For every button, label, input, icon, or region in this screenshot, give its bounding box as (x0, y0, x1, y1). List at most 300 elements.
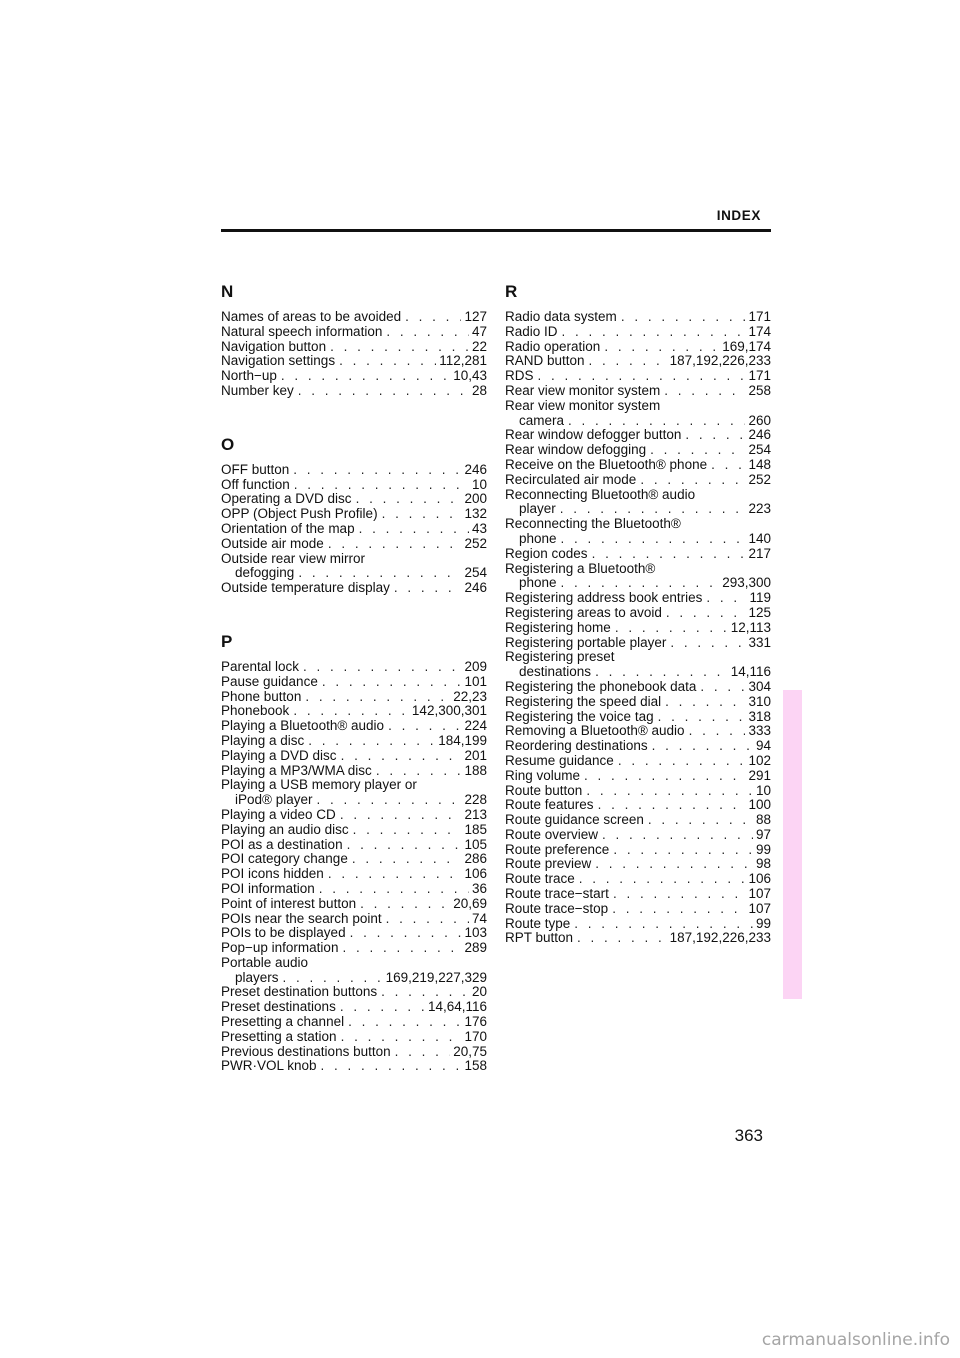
index-entry (505, 931, 771, 946)
dot-leader (562, 325, 746, 340)
index-entry (505, 784, 771, 799)
index-entry-page: 103 (464, 925, 487, 941)
index-entry (505, 680, 771, 695)
dot-leader (658, 710, 746, 725)
index-entry (221, 704, 487, 719)
index-entry (505, 458, 771, 473)
index-entry-term: players (235, 969, 279, 985)
index-entry-page: 140 (748, 530, 771, 546)
index-entry-term: RAND button (505, 353, 585, 369)
index-entry-term: Orientation of the map (221, 520, 355, 536)
index-entry (505, 872, 771, 887)
index-entry (505, 547, 771, 562)
index-entry-page: 22,23 (453, 688, 487, 704)
index-entry (221, 734, 487, 749)
index-entry (221, 867, 487, 882)
index-entry-page: 28 (471, 382, 487, 398)
index-entry-page: 169,174 (722, 338, 771, 354)
dot-leader (602, 828, 753, 843)
dot-leader (579, 872, 746, 887)
index-entry-term: POI as a destination (221, 836, 343, 852)
index-entry-term: Registering home (505, 619, 611, 635)
index-entry-term: Recirculated air mode (505, 471, 637, 487)
index-entry-term: Playing a DVD disc (221, 747, 337, 763)
dot-leader (395, 1045, 451, 1060)
index-entry-heading: Registering preset (505, 649, 615, 665)
index-entry-term: OFF button (221, 461, 290, 477)
dot-leader (640, 473, 745, 488)
dot-leader (618, 754, 746, 769)
index-entry-term: Playing a video CD (221, 806, 336, 822)
index-entry-term: Outside temperature display (221, 580, 390, 596)
index-entry-term: PWR·VOL knob (221, 1058, 317, 1074)
index-entry (505, 739, 771, 754)
index-entry (505, 769, 771, 784)
index-entry-term: Radio operation (505, 338, 601, 354)
index-entry-term: Region codes (505, 545, 588, 561)
dot-leader (342, 941, 461, 956)
index-entry-term: Rear view monitor system (505, 382, 661, 398)
index-entry (221, 384, 487, 399)
dot-leader (381, 985, 469, 1000)
dot-leader (568, 414, 745, 429)
dot-leader (612, 902, 745, 917)
dot-leader (561, 532, 746, 547)
index-section (221, 282, 487, 399)
index-entry-term: Registering the speed dial (505, 693, 662, 709)
dot-leader (340, 1000, 425, 1015)
dot-leader (604, 340, 719, 355)
index-entry-term: Registering the phonebook data (505, 678, 697, 694)
index-entry (505, 325, 771, 340)
dot-leader (305, 690, 450, 705)
index-entry-heading: Rear view monitor system (505, 397, 661, 413)
index-entry (505, 695, 771, 710)
index-entry-term: Removing a Bluetooth® audio (505, 723, 685, 739)
index-entry-term: Route button (505, 782, 583, 798)
index-entry (505, 857, 771, 872)
dot-leader (356, 492, 462, 507)
index-entry (505, 354, 771, 369)
index-entry-page: 291 (748, 767, 771, 783)
index-entry-page: 20,69 (453, 895, 487, 911)
dot-leader (592, 547, 746, 562)
index-entry (221, 941, 487, 956)
index-entry-term: Playing a disc (221, 732, 305, 748)
index-entry (505, 576, 771, 591)
index-entry-term: Registering address book entries (505, 590, 703, 606)
index-entry-term: Playing a Bluetooth® audio (221, 718, 385, 734)
index-entry-heading: Reconnecting Bluetooth® audio (505, 486, 696, 502)
index-entry (221, 971, 487, 986)
section-letter: O (221, 434, 235, 454)
dot-leader (341, 749, 462, 764)
index-entry-term: Presetting a channel (221, 1014, 345, 1030)
index-entry-term: POI icons hidden (221, 866, 324, 882)
dot-leader (328, 867, 462, 882)
dot-leader (359, 522, 469, 537)
index-entry-page: 94 (755, 738, 771, 754)
index-entry-page: 107 (748, 886, 771, 902)
index-entry (221, 463, 487, 478)
index-entry (221, 354, 487, 369)
index-entry-page: 258 (748, 382, 771, 398)
index-entry-term: Names of areas to be avoided (221, 309, 402, 324)
index-entry-page: 304 (748, 678, 771, 694)
index-entry (505, 369, 771, 384)
index-entry (221, 675, 487, 690)
dot-leader (298, 566, 461, 581)
index-entry-term: Presetting a station (221, 1028, 337, 1044)
index-entry (505, 813, 771, 828)
dot-leader (319, 882, 469, 897)
index-entry (505, 828, 771, 843)
index-entry-term: Preset destinations (221, 999, 336, 1015)
index-entry-page: 125 (748, 604, 771, 620)
chapter-tab-marker (783, 690, 802, 999)
index-entry (221, 369, 487, 384)
dot-leader (577, 931, 667, 946)
index-entry-page: 36 (471, 880, 487, 896)
index-entry-term: Radio ID (505, 323, 558, 339)
dot-leader (706, 591, 746, 606)
index-entry-page: 201 (464, 747, 487, 763)
section-letter: P (221, 631, 233, 651)
header-rule (221, 229, 771, 232)
index-entry-heading: Outside rear view mirror (221, 550, 366, 566)
index-entry-term: Outside air mode (221, 535, 324, 551)
index-entries (505, 310, 771, 946)
index-entry-page: 185 (464, 821, 487, 837)
index-entry (505, 310, 771, 325)
index-entry (505, 502, 771, 517)
dot-leader (538, 369, 746, 384)
dot-leader (330, 340, 469, 355)
index-entry-term: Receive on the Bluetooth® phone (505, 456, 708, 472)
index-entry (505, 887, 771, 902)
index-entry-term: Rear window defogger button (505, 427, 682, 443)
dot-leader (561, 576, 720, 591)
index-entries (221, 463, 487, 596)
index-entry-page: 148 (748, 456, 771, 472)
dot-leader (348, 1015, 461, 1030)
dot-leader (586, 784, 753, 799)
index-entry-page: 142,300,301 (411, 703, 487, 719)
dot-leader (670, 636, 745, 651)
index-entry-page: 112,281 (439, 353, 487, 369)
index-entry-term: Navigation settings (221, 353, 336, 369)
index-entry-term: Route preview (505, 856, 592, 872)
index-entry-page: 97 (755, 826, 771, 842)
index-entry-term: Pause guidance (221, 673, 318, 689)
index-entry-page: 171 (748, 368, 771, 384)
dot-leader (317, 793, 462, 808)
index-entry-page: 254 (464, 565, 487, 581)
index-entry (221, 749, 487, 764)
index-entry-term: Registering portable player (505, 634, 667, 650)
index-entry-page: 132 (464, 506, 487, 522)
index-entry (221, 1045, 487, 1060)
index-entry-page: 99 (755, 915, 771, 931)
index-entry-term: POI category change (221, 851, 348, 867)
index-entry-term: destinations (519, 664, 592, 680)
index-entry (505, 798, 771, 813)
index-entry (221, 719, 487, 734)
index-entry-page: 10 (755, 782, 771, 798)
index-entry-page: 100 (748, 797, 771, 813)
dot-leader (281, 369, 450, 384)
index-entry-page: 184,199 (438, 732, 487, 748)
index-entry (221, 808, 487, 823)
dot-leader (666, 606, 746, 621)
dot-leader (293, 704, 409, 719)
index-entry-page: 106 (464, 866, 487, 882)
watermark: carmanualsonline.info (761, 1330, 950, 1350)
dot-leader (652, 739, 753, 754)
dot-leader (560, 502, 746, 517)
index-entry-page: 119 (749, 590, 771, 606)
index-entry-page: 318 (748, 708, 771, 724)
index-entry-term: player (519, 501, 556, 517)
dot-leader (322, 675, 462, 690)
index-entry-term: RPT button (505, 930, 574, 946)
index-entry-term: North−up (221, 368, 277, 384)
dot-leader (347, 838, 462, 853)
dot-leader (595, 665, 728, 680)
index-entry (505, 340, 771, 355)
dot-leader (598, 798, 746, 813)
dot-leader (689, 724, 746, 739)
index-entry-page: 171 (748, 309, 771, 324)
index-entry (221, 985, 487, 1000)
index-entry-page: 10,43 (453, 368, 487, 384)
index-entry-term: Pop−up information (221, 940, 339, 956)
index-entry-page: 187,192,226,233 (669, 930, 771, 946)
index-entry (505, 443, 771, 458)
index-entry-term: Route trace−stop (505, 900, 609, 916)
index-entry-page: 98 (755, 856, 771, 872)
dot-leader (353, 823, 462, 838)
index-entry-term: Reordering destinations (505, 738, 648, 754)
index-entry-term: Phonebook (221, 703, 290, 719)
dot-leader (711, 458, 745, 473)
index-entry-page: 213 (464, 806, 487, 822)
index-entry-page: 12,113 (730, 619, 771, 635)
index-entry-page: 224 (464, 718, 487, 734)
index-entry (505, 414, 771, 429)
dot-leader (386, 912, 469, 927)
index-entry (221, 325, 487, 340)
index-entry (505, 710, 771, 725)
index-entry (221, 897, 487, 912)
index-entry-term: Natural speech information (221, 323, 383, 339)
index-entry-page: 20 (471, 984, 487, 1000)
index-entry-page: 228 (464, 792, 487, 808)
dot-leader (621, 310, 746, 325)
page-number: 363 (734, 1126, 763, 1145)
dot-leader (574, 917, 753, 932)
index-entry-term: Off function (221, 476, 290, 492)
dot-leader (321, 1059, 462, 1074)
dot-leader (394, 581, 462, 596)
index-entry-term: Registering areas to avoid (505, 604, 662, 620)
index-entry-page: 289 (464, 940, 487, 956)
index-entry (221, 793, 487, 808)
index-entry-heading: Portable audio (221, 954, 309, 970)
index-section (221, 435, 487, 596)
index-entry (505, 384, 771, 399)
index-entry-page: 209 (464, 658, 487, 674)
index-entry-term: phone (519, 530, 557, 546)
index-entry-page: 43 (471, 520, 487, 536)
dot-leader (382, 507, 462, 522)
index-entry-page: 174 (748, 323, 771, 339)
index-entry-term: Operating a DVD disc (221, 491, 352, 507)
index-column-right (505, 282, 771, 982)
section-letter: N (221, 282, 234, 301)
dot-leader (386, 325, 469, 340)
index-entry-page: 102 (748, 752, 771, 768)
index-entry (505, 591, 771, 606)
index-column-left (221, 282, 487, 1110)
index-entry (221, 660, 487, 675)
index-entry-term: Registering the voice tag (505, 708, 654, 724)
index-entry-heading: Registering a Bluetooth® (505, 560, 656, 576)
index-entry-page: 14,64,116 (427, 999, 487, 1015)
index-entry (221, 507, 487, 522)
index-entry-page: 99 (755, 841, 771, 857)
index-entry (221, 912, 487, 927)
dot-leader (352, 852, 462, 867)
index-entry-page: 260 (748, 412, 771, 428)
index-entry-term: Playing an audio disc (221, 821, 349, 837)
index-entry (221, 581, 487, 596)
index-entry-term: Resume guidance (505, 752, 614, 768)
index-entry-page: 158 (464, 1058, 487, 1074)
index-entry-page: 252 (748, 471, 771, 487)
dot-leader (340, 808, 462, 823)
dot-leader (341, 1030, 462, 1045)
index-entry-page: 176 (464, 1014, 487, 1030)
index-entry-term: Number key (221, 382, 294, 398)
index-entry-term: POIs near the search point (221, 910, 382, 926)
index-entry (505, 621, 771, 636)
index-entry (221, 764, 487, 779)
index-entry-term: Route features (505, 797, 594, 813)
index-entries (221, 660, 487, 1074)
index-entry-term: Route trace−start (505, 886, 609, 902)
index-entry-page: 88 (755, 812, 771, 828)
index-entry-term: Point of interest button (221, 895, 357, 911)
index-entry (221, 1059, 487, 1074)
index-entry-term: Playing a MP3/WMA disc (221, 762, 372, 778)
index-entry-page: 217 (748, 545, 771, 561)
index-entry-term: Route trace (505, 871, 575, 887)
index-entry (221, 852, 487, 867)
dot-leader (650, 443, 745, 458)
index-entry-page: 74 (471, 910, 487, 926)
index-entry (221, 566, 487, 581)
index-entry (221, 478, 487, 493)
dot-leader (613, 843, 753, 858)
index-entry-page: 47 (471, 323, 487, 339)
index-entry-page: 333 (748, 723, 771, 739)
index-entry (505, 665, 771, 680)
index-entry-page: 22 (471, 338, 487, 354)
dot-leader (613, 887, 746, 902)
dot-leader (360, 897, 450, 912)
index-entry-page: 223 (748, 501, 771, 517)
index-entry-heading: Playing a USB memory player or (221, 777, 417, 793)
index-entry-term: phone (519, 575, 557, 591)
index-entry (221, 1030, 487, 1045)
dot-leader (665, 695, 745, 710)
index-entry-page: 254 (748, 442, 771, 458)
index-entry-term: Route preference (505, 841, 610, 857)
dot-leader (615, 621, 728, 636)
section-letter: R (505, 282, 518, 301)
index-entry (505, 606, 771, 621)
dot-leader (350, 926, 462, 941)
index-entry-page: 293,300 (722, 575, 771, 591)
index-section (221, 632, 487, 1074)
dot-leader (328, 537, 462, 552)
index-entry (505, 843, 771, 858)
index-entry (505, 636, 771, 651)
index-entry-term: Route guidance screen (505, 812, 644, 828)
dot-leader (584, 769, 745, 784)
dot-leader (294, 478, 469, 493)
index-entry-term: OPP (Object Push Profile) (221, 506, 378, 522)
index-entry-page: 105 (464, 836, 487, 852)
dot-leader (339, 354, 436, 369)
index-entry-page: 107 (748, 900, 771, 916)
index-entry-page: 170 (464, 1028, 487, 1044)
index-entry (221, 522, 487, 537)
dot-leader (595, 857, 753, 872)
index-entry-term: RDS (505, 368, 534, 384)
index-entry-page: 127 (464, 309, 487, 324)
index-entry (221, 1015, 487, 1030)
index-section (505, 282, 771, 946)
index-entry (505, 754, 771, 769)
index-entry-page: 187,192,226,233 (669, 353, 771, 369)
index-entry-term: Navigation button (221, 338, 327, 354)
index-entry (221, 823, 487, 838)
running-header: INDEX (716, 208, 761, 223)
index-entry (221, 882, 487, 897)
dot-leader (664, 384, 745, 399)
index-entry-page: 246 (748, 427, 771, 443)
dot-leader (388, 719, 461, 734)
index-entry-term: camera (519, 412, 565, 428)
index-entry (505, 532, 771, 547)
dot-leader (648, 813, 753, 828)
index-entry-term: Route type (505, 915, 571, 931)
index-entry (221, 838, 487, 853)
index-entry-term: Radio data system (505, 309, 617, 324)
index-entry (221, 537, 487, 552)
dot-leader (293, 463, 461, 478)
index-entries (221, 310, 487, 399)
index-entry-page: 188 (464, 762, 487, 778)
index-entry-term: Route overview (505, 826, 599, 842)
index-entry (221, 310, 487, 325)
index-entry-page: 14,116 (730, 664, 771, 680)
index-entry-term: Parental lock (221, 658, 300, 674)
index-entry-term: iPod® player (235, 792, 313, 808)
index-entry (221, 340, 487, 355)
